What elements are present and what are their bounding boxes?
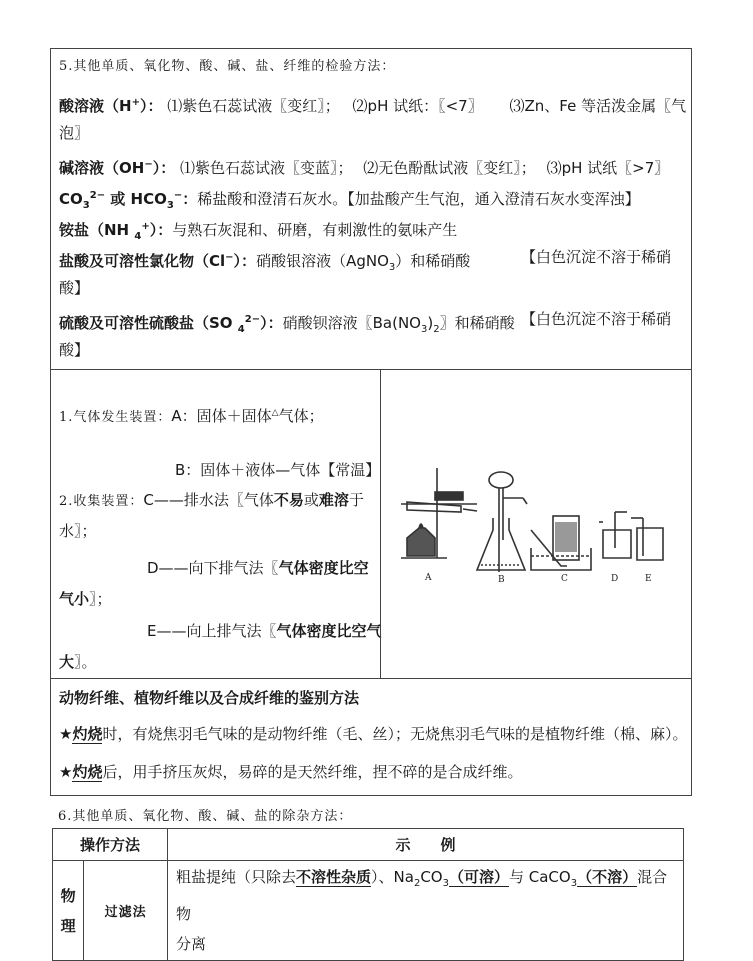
apparatus-a xyxy=(401,468,477,558)
gas-line-3: 2.收集装置：C——排水法〖气体不易或难溶于 xyxy=(59,491,364,509)
header-example: 示 例 xyxy=(168,829,684,861)
acid-line-2: 泡〗 xyxy=(59,124,90,142)
sulfate-line xyxy=(59,304,515,345)
fiber-line-2: ★灼烧后，用手挤压灰烬，易碎的是天然纤维，捏不碎的是合成纤维。 xyxy=(59,763,523,781)
chloride-text: 硝酸银溶液（AgNO$_3$）和稀硝酸 xyxy=(256,252,471,273)
fiber-title: 动物纤维、植物纤维以及合成纤维的鉴别方法 xyxy=(59,689,360,707)
label-d: D xyxy=(611,574,619,584)
gas-line-1: 1.气体发生装置：A：固体＋固体△气体； xyxy=(59,407,324,425)
apparatus-diagram xyxy=(381,370,691,678)
apparatus-c xyxy=(531,516,591,570)
gas-line-4: 水〗； xyxy=(59,522,97,540)
row-example: 粗盐提纯（只除去不溶性杂质）、$Na_2CO_3$（可溶）与 CaCO$_3$（不溶）混合物 分离 xyxy=(168,861,684,961)
carbonate-text: 稀盐酸和澄清石灰水。【加盐酸产生气泡，通入澄清石灰水变浑浊】 xyxy=(197,190,640,208)
star-icon: ★ xyxy=(59,763,73,781)
chloride-label: 盐酸及可溶性氯化物（Cl−）： xyxy=(59,252,257,270)
apparatus-d xyxy=(599,512,631,558)
section6-table xyxy=(52,828,684,961)
label-a: A xyxy=(425,573,432,583)
row-category: 物 理 xyxy=(53,861,84,961)
apparatus-figure-box xyxy=(380,369,692,679)
sulfate-text: 硝酸钡溶液〖$Ba(NO_3)_2$〗和稀硝酸 xyxy=(282,314,515,335)
acid-method-1: ⑴紫色石蕊试液〖变红〗； xyxy=(167,97,340,115)
chloride-line xyxy=(59,242,470,283)
header-method: 操作方法 xyxy=(53,829,168,861)
section5-title: 5.其他单质、氧化物、酸、碱、盐、纤维的检验方法： xyxy=(59,59,396,74)
gas-line-7: E——向上排气法〖气体密度比空气 xyxy=(147,622,382,640)
chloride-result: 【白色沉淀不溶于稀硝 xyxy=(521,248,672,266)
gas-line-5: D——向下排气法〖气体密度比空 xyxy=(147,559,369,577)
label-c: C xyxy=(561,574,568,584)
apparatus-e xyxy=(631,518,663,560)
carbonate-label: $CO_3^{2-}$ 或 $HCO_3^-$： xyxy=(59,190,198,211)
ammonium-text: 与熟石灰混和、研磨，有刺激性的氨味产生 xyxy=(172,221,458,239)
sulfate-result-2: 酸】 xyxy=(59,341,90,359)
label-e: E xyxy=(645,574,652,584)
gas-line-2: B：固体＋液体—气体【常温】 xyxy=(175,461,381,479)
ammonium-label: 铵盐（NH $_4$+）： xyxy=(59,221,173,242)
base-method-2: ⑵无色酚酞试液〖变红〗； xyxy=(363,159,536,177)
sulfate-label: 硫酸及可溶性硫酸盐（SO $_4^{2-}$）： xyxy=(59,314,283,335)
base-method-3: ⑶pH 试纸〖>7〗 xyxy=(546,159,670,177)
acid-label: 酸溶液（H+）： xyxy=(59,97,163,115)
label-b: B xyxy=(498,575,505,585)
fiber-line-1: ★灼烧时，有烧焦羽毛气味的是动物纤维（毛、丝）；无烧焦羽毛气味的是植物纤维（棉、麻）。 xyxy=(59,725,688,743)
star-icon: ★ xyxy=(59,725,73,743)
sulfate-result: 【白色沉淀不溶于稀硝 xyxy=(521,310,672,328)
gas-line-8: 大〗。 xyxy=(59,653,97,671)
acid-line xyxy=(59,87,686,122)
row-method: 过滤法 xyxy=(84,861,168,961)
section6-title: 6.其他单质、氧化物、酸、碱、盐的除杂方法： xyxy=(58,809,353,824)
acid-method-2: ⑵pH 试纸：〖<7〗 xyxy=(352,97,483,115)
chloride-result-2: 酸】 xyxy=(59,279,90,297)
base-label: 碱溶液（OH−）： xyxy=(59,159,176,177)
base-method-1: ⑴紫色石蕊试液〖变蓝〗； xyxy=(180,159,353,177)
gas-line-6: 气小〗； xyxy=(59,590,112,608)
acid-method-3: ⑶Zn、Fe 等活泼金属〖气 xyxy=(509,97,687,115)
fiber-box xyxy=(50,678,692,796)
section5-box xyxy=(50,48,692,370)
gas-text-box xyxy=(50,369,381,679)
base-line xyxy=(59,149,669,184)
apparatus-b xyxy=(477,472,527,572)
